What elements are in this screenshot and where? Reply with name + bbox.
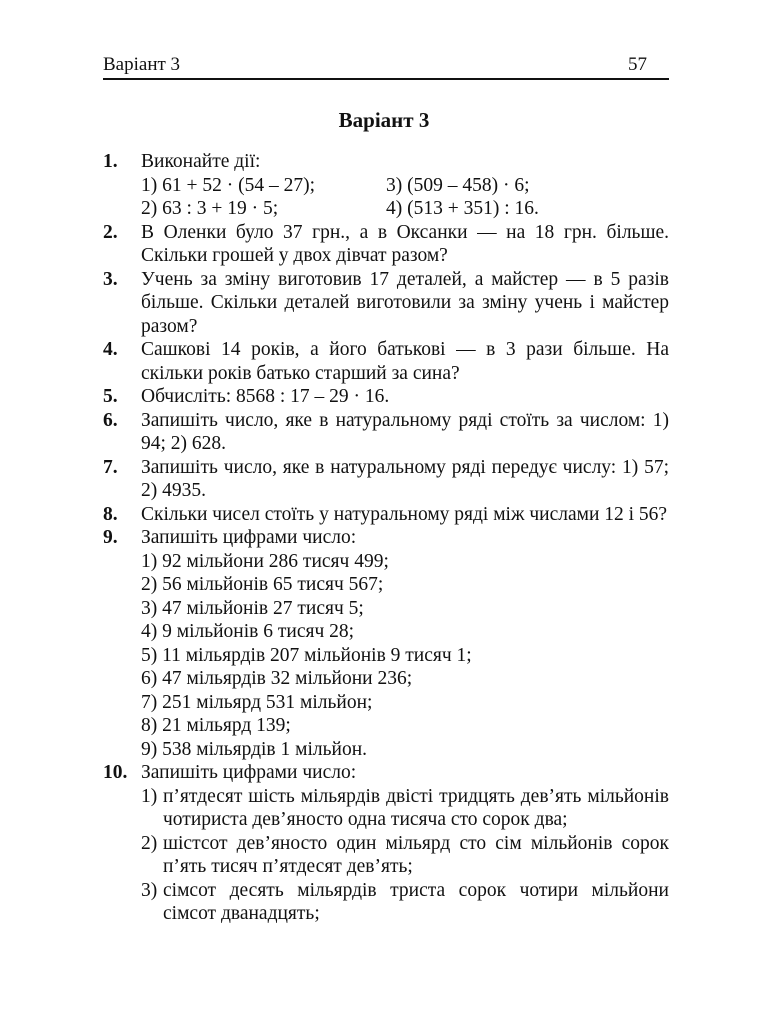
subtask: 7) 251 мільярд 531 мільйон;	[141, 691, 373, 713]
problem-10	[103, 761, 669, 926]
problem-text: Сашкові 14 років, а його батькові — в 3 рази більше. На скільки років батько старший за сина?	[141, 339, 669, 384]
running-header	[103, 52, 669, 80]
problem-text: В Оленки було 37 грн., а в Оксанки — на 18 грн. більше. Скільки грошей у двох дівчат разом?	[141, 221, 669, 266]
subtask-label: 3)	[141, 879, 158, 901]
problem-number: 8.	[103, 503, 118, 525]
problem-number: 10.	[103, 762, 128, 783]
problem-row	[141, 174, 669, 198]
subtask: 2) 63 : 3 + 19 · 5;	[141, 198, 279, 219]
problem-number: 4.	[103, 339, 118, 360]
subtask-text: шістсот дев’яносто один мільярд сто сім мільйонів сорок п’ять тисяч п’ятдесят дев’ять;	[163, 832, 669, 877]
subtask: 3) (509 – 458) · 6;	[386, 174, 530, 196]
problem-4	[103, 338, 669, 385]
problem-row	[141, 197, 669, 221]
subtask: 8) 21 мільярд 139;	[141, 715, 291, 736]
subtask: 2) 56 мільйонів 65 тисяч 567;	[141, 574, 384, 595]
problem-text: Запишіть цифрами число:	[141, 527, 357, 548]
problem-8	[103, 503, 669, 527]
subtask: 4) 9 мільйонів 6 тисяч 28;	[141, 621, 355, 642]
problem-1	[103, 150, 669, 221]
page-title: Варіант 3	[338, 108, 430, 132]
header-section-title: Варіант 3	[103, 54, 181, 75]
problem-number: 3.	[103, 268, 118, 290]
subtask: 5) 11 мільярдів 207 мільйонів 9 тисяч 1;	[141, 644, 472, 666]
subtask: 1) 61 + 52 · (54 – 27);	[141, 174, 316, 196]
problem-text: Запишіть цифрами число:	[141, 762, 357, 783]
subtask-label: 1)	[141, 785, 158, 807]
subtask-label: 2)	[141, 832, 158, 854]
problem-6	[103, 409, 669, 456]
page-number: 57	[628, 54, 647, 75]
subtask	[141, 785, 669, 832]
problem-5	[103, 385, 669, 409]
subtask: 9) 538 мільярдів 1 мільйон.	[141, 738, 368, 760]
subtask: 1) 92 мільйони 286 тисяч 499;	[141, 550, 389, 572]
subtask-text: сімсот десять мільярдів триста сорок чотири мільйони сімсот дванадцять;	[163, 879, 669, 924]
subtask-text: п’ятдесят шість мільярдів двісті тридцять дев’ять мільйонів чотириста дев’яносто одна тисяча сто сорок два;	[163, 785, 669, 830]
problem-text: Запишіть число, яке в натуральному ряді стоїть за числом: 1) 94; 2) 628.	[141, 409, 669, 454]
subtask: 3) 47 мільйонів 27 тисяч 5;	[141, 597, 364, 619]
subtask: 6) 47 мільярдів 32 мільйони 236;	[141, 668, 413, 689]
problem-7	[103, 456, 669, 503]
subtask: 4) (513 + 351) : 16.	[386, 198, 539, 219]
problem-number: 9.	[103, 527, 118, 548]
problem-text: Обчисліть: 8568 : 17 – 29 · 16.	[141, 386, 390, 407]
problem-3	[103, 268, 669, 339]
problem-number: 6.	[103, 409, 118, 431]
problem-9	[103, 526, 669, 761]
problem-number: 1.	[103, 151, 118, 172]
subtask	[141, 832, 669, 879]
problem-text: Виконайте дії:	[141, 151, 261, 172]
problem-number: 2.	[103, 221, 118, 243]
subtask	[141, 879, 669, 926]
problem-2	[103, 221, 669, 268]
problem-number: 7.	[103, 456, 118, 478]
problem-list	[103, 150, 669, 926]
problem-text: Учень за зміну виготовив 17 деталей, а майстер — в 5 разів більше. Скільки деталей виготовили за зміну учень і майстер разом?	[141, 268, 669, 337]
problem-number: 5.	[103, 386, 118, 407]
problem-text: Запишіть число, яке в натуральному ряді передує числу: 1) 57; 2) 4935.	[141, 456, 669, 501]
problem-text: Скільки чисел стоїть у натуральному ряді між числами 12 і 56?	[141, 503, 668, 525]
